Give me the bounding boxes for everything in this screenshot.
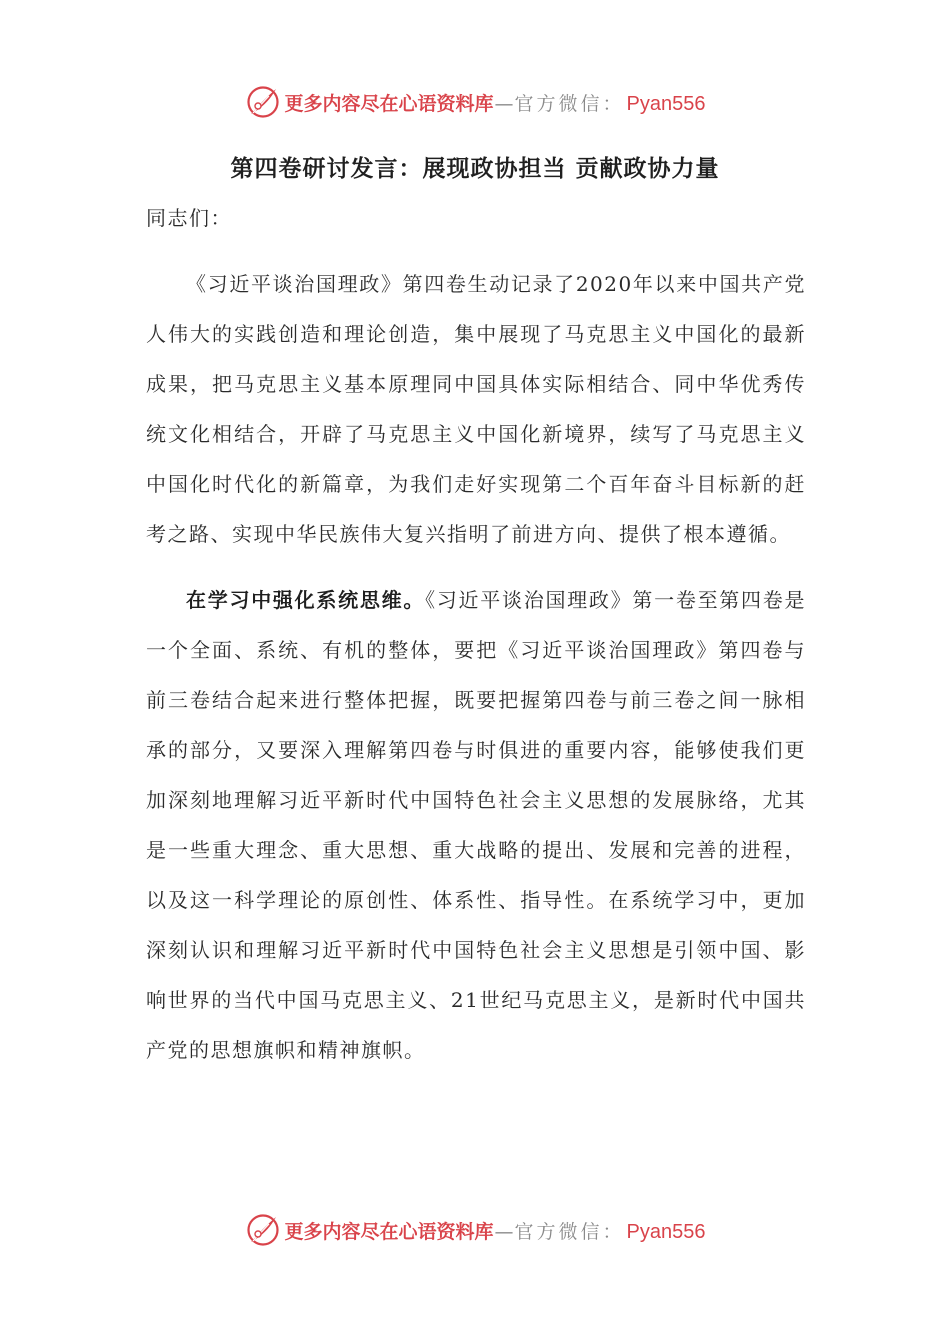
banner-dash: — <box>494 92 514 115</box>
document-title: 第四卷研讨发言：展现政协担当 贡献政协力量 <box>230 155 720 182</box>
header-banner <box>0 82 950 122</box>
banner-wechat-id: Pyan556 <box>626 92 706 115</box>
paragraph-1 <box>146 259 806 559</box>
banner-main-text: 更多内容尽在心语资料库 <box>284 1220 494 1243</box>
quill-logo-icon <box>245 1212 281 1248</box>
paragraph-2-lead: 在学习中强化系统思维。 <box>186 588 426 612</box>
banner-wechat-label: 官方微信： <box>514 92 625 115</box>
paragraph-1-text: 《习近平谈治国理政》第四卷生动记录了2020年以来中国共产党人伟大的实践创造和理论创造，集中展现了马克思主义中国化的最新成果，把马克思主义基本原理同中国具体实际相结合、同中华优秀传统文化相结合，开辟了马克思主义中国化新境界，续写了马克思主义中国化时代化的新篇章，为我们走好实现第二个百年奋斗目标新的赶考之路、实现中华民族伟大复兴指明了前进方向、提供了根本遵循。 <box>146 272 806 546</box>
banner-main-text: 更多内容尽在心语资料库 <box>284 92 494 115</box>
banner-dash: — <box>494 1220 514 1243</box>
footer-banner <box>0 1210 950 1250</box>
document-body <box>146 193 806 1075</box>
paragraph-2-text: 《习近平谈治国理政》第一卷至第四卷是一个全面、系统、有机的整体，要把《习近平谈治国理政》第四卷与前三卷结合起来进行整体把握，既要把握第四卷与前三卷之间一脉相承的部分，又要深入理解第四卷与时俱进的重要内容，能够使我们更加深刻地理解习近平新时代中国特色社会主义思想的发展脉络，尤其是一些重大理念、重大思想、重大战略的提出、发展和完善的进程，以及这一科学理论的原创性、体系性、指导性。在系统学习中，更加深刻认识和理解习近平新时代中国特色社会主义思想是引领中国、影响世界的当代中国马克思主义、21世纪马克思主义，是新时代中国共产党的思想旗帜和精神旗帜。 <box>146 588 807 1062</box>
greeting: 同志们： <box>146 206 232 230</box>
banner-wechat-id: Pyan556 <box>626 1220 706 1243</box>
banner-wechat-label: 官方微信： <box>514 1220 625 1243</box>
quill-logo-icon <box>245 84 281 120</box>
paragraph-2 <box>146 575 806 1075</box>
